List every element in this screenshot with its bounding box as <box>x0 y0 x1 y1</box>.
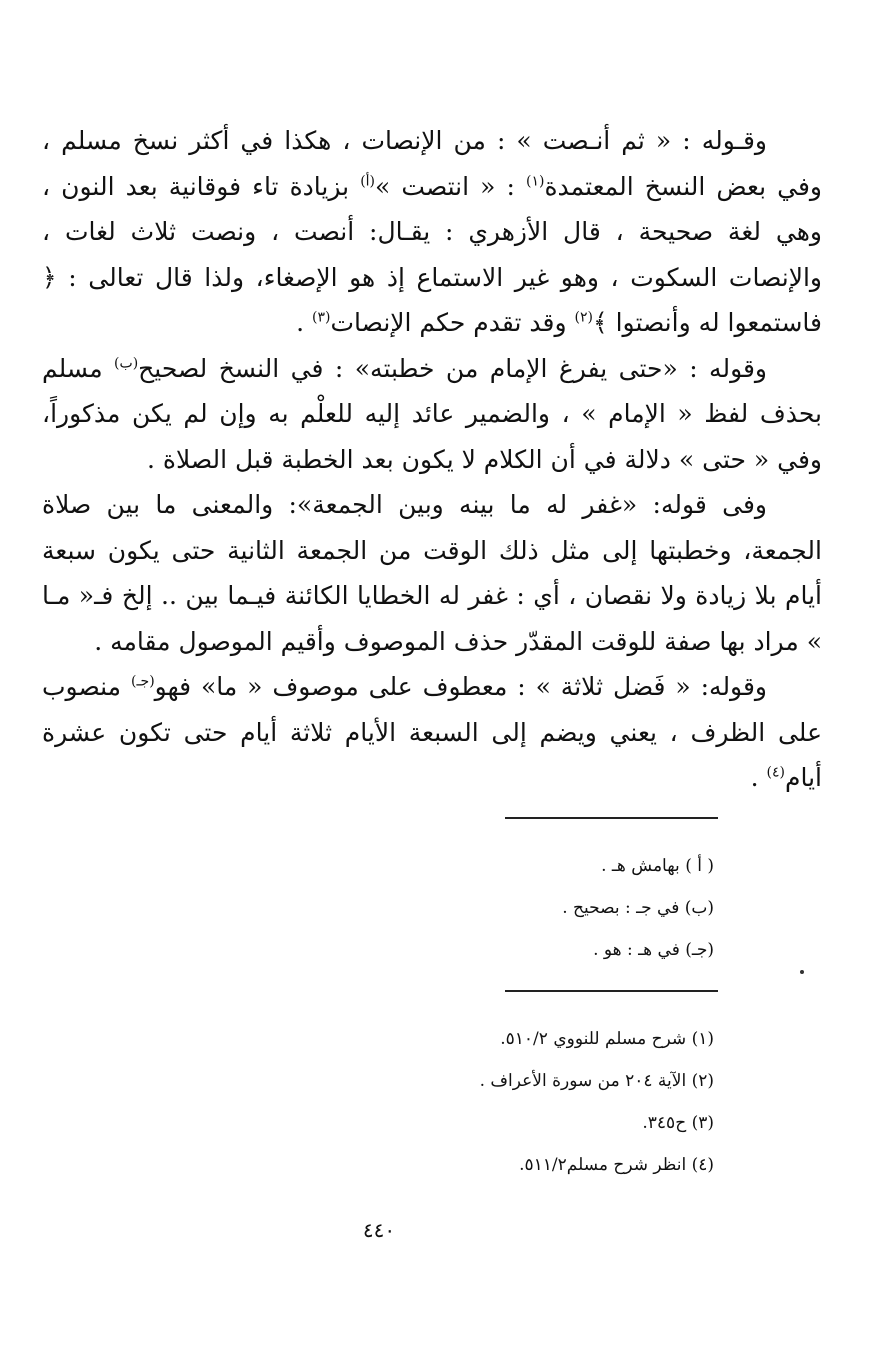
text-run: : « انتصت » <box>375 171 526 201</box>
paragraph <box>42 346 822 483</box>
variant-footnotes <box>314 845 714 971</box>
text-run: وقوله : «حتى يفرغ الإمام من خطبته» : في النسخ لصحيح <box>138 353 768 383</box>
text-run: بزيادة تاء فوقانية بعد النون ، وهي لغة صحيحة ، قال الأزهري : يقـال: أنصت ، ونصت ثلاث لغات ، والإنصات السكوت ، وهو غير الاستماع إذ هو الإصغاء، ولذا قال تعالى : ﴿ فاستمعوا له وأنصتوا ﴾ <box>42 171 822 337</box>
footnote-ref: (١) <box>525 173 545 190</box>
variant-note: ( أ ) بهامش هـ . <box>601 856 714 876</box>
source-note: (٣) ح٣٤٥. <box>642 1113 714 1133</box>
paragraph <box>42 482 822 664</box>
text-run: وقوله: « فَضل ثلاثة » : معطوف على موصوف « ما» فهو <box>154 672 767 701</box>
text-run: . <box>296 308 313 337</box>
text-run: وفى قوله: «غفر له ما بينه وبين الجمعة»: والمعنى ما بين صلاة الجمعة، وخطبتها إلى مثل ذلك الوقت من الجمعة الثانية حتى يكون سبعة أيام بلا زيادة ولا نقصان ، أي : غفر له الخطايا الكائنة فيـما بين .. إلخ فـ« مـا » مراد بها صفة للوقت المقدّر حذف الموصوف وأقيم الموصول مقامه . <box>42 490 822 656</box>
footnote-divider-sources <box>505 990 718 992</box>
variant-note: (ب) في جـ : بصحيح . <box>562 898 714 918</box>
footnote-ref: (ب) <box>114 355 139 372</box>
scan-speck <box>800 970 804 974</box>
source-note: (٤) انظر شرح مسلم٥١١/٢. <box>519 1155 714 1175</box>
paragraph <box>42 118 822 346</box>
footnote-ref: (٤) <box>766 764 785 781</box>
footnote-divider-variants <box>505 817 718 819</box>
paragraph <box>42 664 822 801</box>
footnote-ref: (٣) <box>312 309 331 326</box>
footnote-ref: (أ) <box>360 173 376 190</box>
page-number: ٤٤٠ <box>362 1218 396 1242</box>
main-text <box>42 118 822 801</box>
source-note: (٢) الآية ٢٠٤ من سورة الأعراف . <box>479 1071 714 1091</box>
text-run: مسلم بحذف لفظ « الإمام » ، والضمير عائد إليه للعلْم به وإن لم يكن مذكوراً، وفي « حتى » دلالة في أن الكلام لا يكون بعد الخطبة قبل الصلاة . <box>42 353 822 474</box>
text-run: وقد تقدم حكم الإنصات <box>330 308 575 337</box>
text-run: منصوب على الظرف ، يعني ويضم إلى السبعة الأيام ثلاثة أيام حتى تكون عشرة أيام <box>42 672 822 792</box>
text-run: وقـوله : « ثم أنـصت » : من الإنصات ، هكذا في أكثر نسخ مسلم ، وفي بعض النسخ المعتمدة <box>42 126 822 201</box>
footnote-ref: (٢) <box>574 309 593 326</box>
text-run: . <box>750 763 767 792</box>
footnote-ref: (جـ) <box>130 673 155 690</box>
source-note: (١) شرح مسلم للنووي ٥١٠/٢. <box>500 1029 714 1049</box>
source-footnotes <box>314 1018 714 1186</box>
variant-note: (جـ) في هـ : هو . <box>593 940 714 960</box>
